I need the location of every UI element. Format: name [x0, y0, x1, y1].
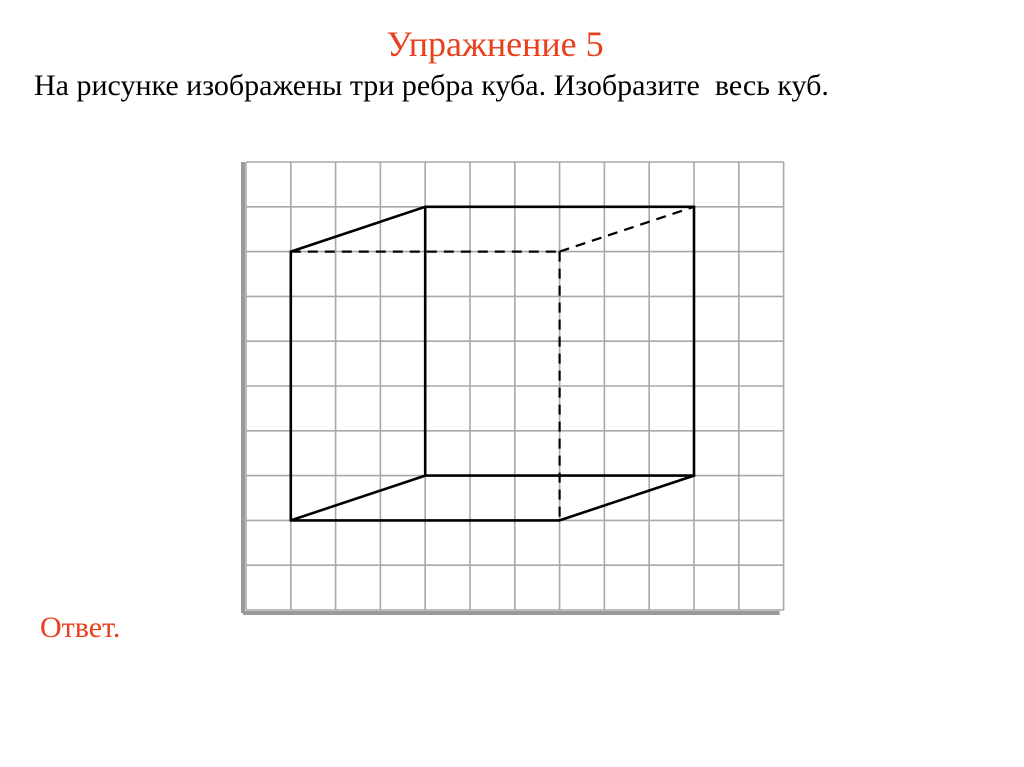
grid-shadow — [243, 162, 780, 613]
cube-edges — [291, 207, 694, 521]
slide-title: Упражнение 5 — [386, 24, 604, 64]
task-text: На рисунке изображены три ребра куба. Изобразите весь куб. — [34, 69, 829, 102]
cube-edge-dashed — [560, 207, 694, 252]
cube-edge-solid — [291, 207, 425, 252]
answer-label: Ответ. — [40, 611, 121, 644]
cube-edge-solid — [291, 476, 425, 521]
cube-edge-solid — [560, 476, 694, 521]
grid — [246, 162, 784, 610]
